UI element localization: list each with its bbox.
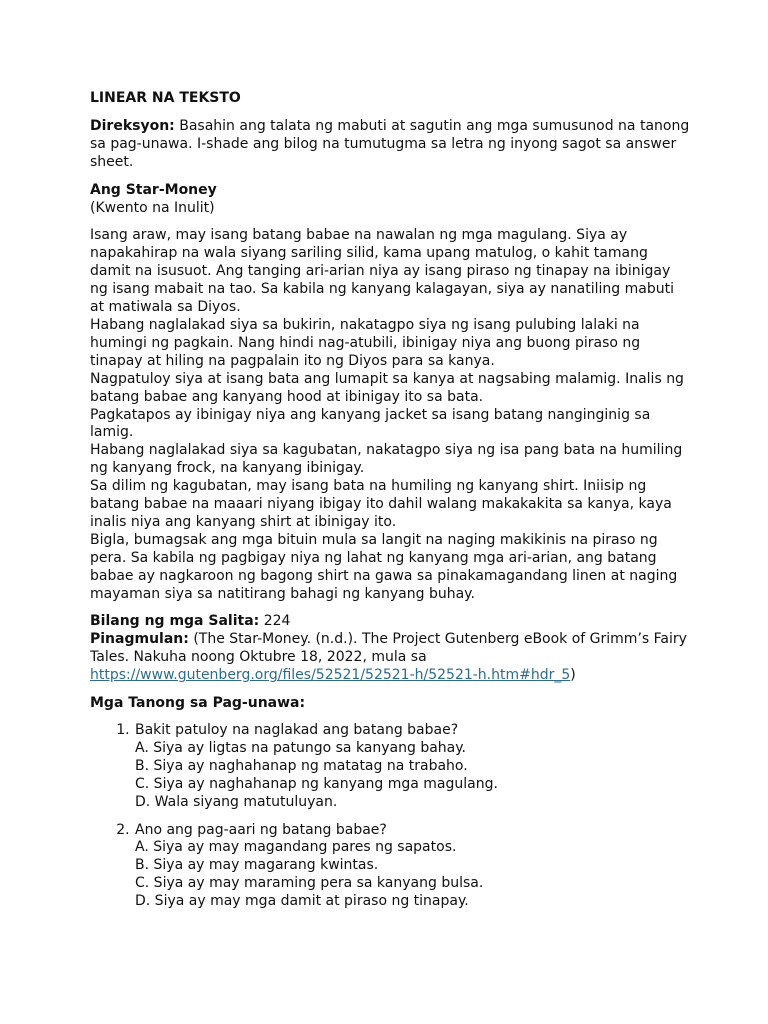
story-paragraph: Sa dilim ng kagubatan, may isang bata na humiling ng kanyang shirt. Iniisip ng batang babae na maaari niyang ibigay ito dahil walang makakakita sa kanya, kaya inalis niya ang kanyang shirt at ibinigay ito.	[90, 478, 672, 530]
direction-label: Direksyon:	[90, 117, 175, 134]
answer-choice: C. Siya ay naghahanap ng kanyang mga magulang.	[135, 775, 498, 792]
source-close: )	[570, 667, 576, 684]
answer-choice: D. Wala siyang matutuluyan.	[135, 793, 338, 810]
word-count-value: 224	[259, 613, 291, 630]
question-item	[134, 722, 690, 812]
story-title: Ang Star-Money	[90, 181, 217, 198]
questions-list	[90, 722, 690, 911]
questions-title: Mga Tanong sa Pag-unawa:	[90, 695, 306, 712]
answer-choice: D. Siya ay may mga damit at piraso ng tinapay.	[135, 893, 469, 910]
document-title: LINEAR NA TEKSTO	[90, 90, 241, 106]
story-paragraph: Bigla, bumagsak ang mga bituin mula sa langit na naging makikinis na piraso ng pera. Sa kabila ng pagbigay niya ng lahat ng kanyang mga ari-arian, ang batang babae ay nagkaroon ng bagong shirt na gawa sa pinakamagandang linen at naging mayaman siya sa natitirang bahagi ng kanyang buhay.	[90, 531, 678, 602]
story-paragraph: Habang naglalakad siya sa bukirin, nakatagpo siya ng isang pulubing lalaki na humingi ng pagkain. Nang hindi nag-atubili, ibinigay niya ang buong piraso ng tinapay at hiling na pagpalain ito ng Diyos para sa kanya.	[90, 316, 641, 369]
question-text: 1. Bakit patuloy na naglakad ang batang babae?	[135, 722, 459, 738]
story-paragraph: Pagkatapos ay ibinigay niya ang kanyang jacket sa isang batang nanginginig sa lamig.	[90, 406, 651, 441]
source-text: (The Star-Money. (n.d.). The Project Gutenberg eBook of Grimm’s Fairy Tales. Nakuha noong Oktubre 18, 2022, mula sa	[90, 631, 687, 666]
source-label: Pinagmulan:	[90, 631, 189, 648]
story-body	[90, 227, 690, 603]
direction-paragraph	[90, 118, 690, 172]
answer-choice: B. Siya ay may magarang kwintas.	[135, 857, 379, 874]
answer-choice: C. Siya ay may maraming pera sa kanyang bulsa.	[135, 875, 484, 892]
source-citation	[90, 631, 690, 685]
story-paragraph: Nagpatuloy siya at isang bata ang lumapit sa kanya at nagsabing malamig. Inalis ng batang babae ang kanyang hood at ibinigay ito sa bata.	[90, 370, 684, 405]
story-paragraph: Isang araw, may isang batang babae na nawalan ng mga magulang. Siya ay napakahirap na wala siyang sariling silid, kama upang matulog, o kahit tamang damit na isusuot. Ang tanging ari-arian niya ay isang piraso ng tinapay na ibinigay ng isang mabait na tao. Sa kabila ng kanyang kalagayan, siya ay nanatiling mabuti at matiwala sa Diyos.	[90, 227, 674, 316]
story-subtitle: (Kwento na Inulit)	[90, 199, 215, 216]
question-text: 2. Ano ang pag-aari ng batang babae?	[135, 821, 387, 838]
word-count-label: Bilang ng mga Salita:	[90, 613, 260, 630]
answer-choice: A. Siya ay may magandang pares ng sapatos.	[135, 839, 457, 856]
direction-text: Basahin ang talata ng mabuti at sagutin ang mga sumusunod na tanong sa pag-unawa. I-shade ang bilog na tumutugma sa letra ng inyong sagot sa answer sheet.	[90, 117, 690, 170]
answer-choice: A. Siya ay ligtas na patungo sa kanyang bahay.	[135, 739, 466, 756]
document-page	[90, 90, 690, 921]
word-count	[90, 613, 690, 631]
source-link[interactable]: https://www.gutenberg.org/files/52521/52521-h/52521-h.htm#hdr_5	[90, 667, 571, 684]
answer-choice: B. Siya ay naghahanap ng matatag na trabaho.	[135, 757, 468, 774]
question-item	[134, 822, 690, 912]
story-paragraph: Habang naglalakad siya sa kagubatan, nakatagpo siya ng isa pang bata na humiling ng kanyang frock, na kanyang ibinigay.	[90, 442, 683, 477]
